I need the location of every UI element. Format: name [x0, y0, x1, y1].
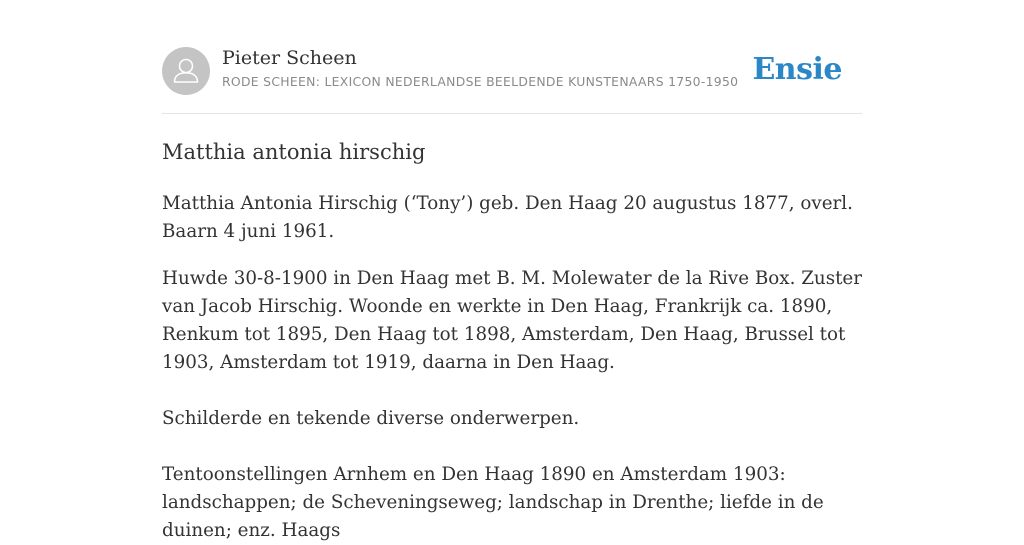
article-paragraph: Huwde 30-8-1900 in Den Haag met B. M. Molewater de la Rive Box. Zuster van Jacob Hirschig. Woonde en werkte in Den Haag, Frankrijk ca. 1890, Renkum tot 1895, Den Haag tot 1898, Amsterdam, Den Haag, Brussel tot 1903, Amsterdam tot 1919, daarna in Den Haag. [162, 268, 862, 373]
article-paragraph: Schilderde en tekende diverse onderwerpen. [162, 408, 580, 429]
author-name[interactable]: Pieter Scheen [222, 47, 357, 69]
author-avatar[interactable] [162, 47, 210, 95]
header-divider [162, 113, 862, 114]
article-title: Matthia antonia hirschig [162, 140, 426, 164]
article-paragraph: Tentoonstellingen Arnhem en Den Haag 1890 en Amsterdam 1903: landschappen; de Scheveningseweg; landschap in Drenthe; liefde in de duinen; enz. Haags [162, 464, 824, 541]
ensie-logo[interactable]: Ensie [752, 52, 842, 87]
article-header [162, 46, 862, 96]
source-title[interactable]: RODE SCHEEN: LEXICON NEDERLANDSE BEELDENDE KUNSTENAARS 1750-1950 [222, 74, 739, 89]
user-icon [162, 47, 210, 95]
article-paragraph: Matthia Antonia Hirschig (‘Tony’) geb. Den Haag 20 augustus 1877, overl. Baarn 4 juni 1961. [162, 193, 853, 242]
article-body [162, 137, 864, 545]
